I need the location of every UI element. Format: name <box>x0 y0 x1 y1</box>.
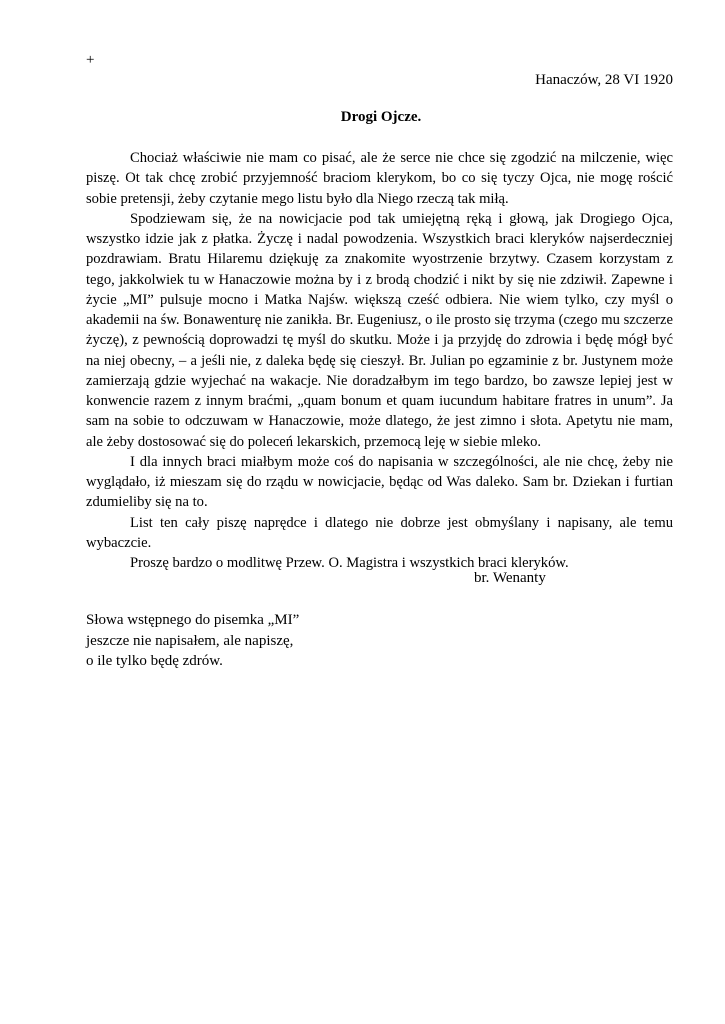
paragraph-3: I dla innych braci miałbym może coś do napisania w szczególności, ale nie chcę, żeby nie wyglądało, iż mieszam się do rządu w nowicjacie, będąc od Was daleko. Sam br. Dziekan i furtian zdumieliby się na to. <box>86 453 673 511</box>
postscript-line: o ile tylko będę zdrów. <box>86 653 223 669</box>
postscript-line: jeszcze nie napisałem, ale napiszę, <box>86 632 294 649</box>
paragraph-1: Chociaż właściwie nie mam co pisać, ale że serce nie chce się zgodzić na milczenie, więc piszę. Ot tak chcę zrobić przyjemność braciom klerykom, bo co się tyczy Ojca, nie mogę rościć sobie pretensji, żeby czytanie mego listu było dla Niego rzeczą tak miłą. <box>86 150 673 207</box>
postscript <box>86 610 299 672</box>
paragraph-2: Spodziewam się, że na nowicjacie pod tak umiejętną ręką i głową, jak Drogiego Ojca, wszystko idzie jak z płatka. Życzę i nadal powodzenia. Wszystkich braci kleryków najserdeczniej pozdrawiam. Bratu Hilaremu dziękuję za znakomite wyostrzenie brzytwy. Czasem korzystam z tego, jakkolwiek tu w Hanaczowie można by i z brodą chodzić i nikt by się nie zdziwił. Zapewne i życie „MI” pulsuje mocno i Matka Najśw. większą cześć odbiera. Nie wiem tylko, czy myśl o akademii na św. Bonawenturę nie zanikła. Br. Eugeniusz, o ile prosto się trzyma (czego mu szczerze życzę), z pewnością doprowadzi tę myśl do skutku. Może i ja przyjdę do zdrowia i będę mógł być na niej obecny, – a jeśli nie, z daleka będę się cieszył. Br. Julian po egzaminie z br. Justynem może zamierzają gdzie wyjechać na wakacje. Nie doradzałbym im tego bardzo, bo zawsze lepiej jest w konwencie razem z innym braćmi, „quam bonum et quam iucundum habitare fratres in unum”. Ja sam na sobie to odczuwam w Hanaczowie, może dlatego, że jest zimno i słota. Apetytu nie mam, ale żeby dostosować się do poleceń lekarskich, przemocą leję w siebie mleko. <box>86 210 673 450</box>
paragraph-4: List ten cały piszę naprędce i dlatego nie dobrze jest obmyślany i napisany, ale temu wybaczcie. <box>86 514 673 551</box>
salutation: Drogi Ojcze. <box>340 109 422 125</box>
place-and-date: Hanaczów, 28 VI 1920 <box>535 72 673 88</box>
cross-mark: + <box>86 52 95 68</box>
postscript-line: Słowa wstępnego do pisemka „MI” <box>86 612 300 628</box>
letter-body <box>86 148 673 573</box>
paragraph-5: Proszę bardzo o modlitwę Przew. O. Magistra i wszystkich braci kleryków. <box>130 555 569 571</box>
signature: br. Wenanty <box>474 570 546 586</box>
